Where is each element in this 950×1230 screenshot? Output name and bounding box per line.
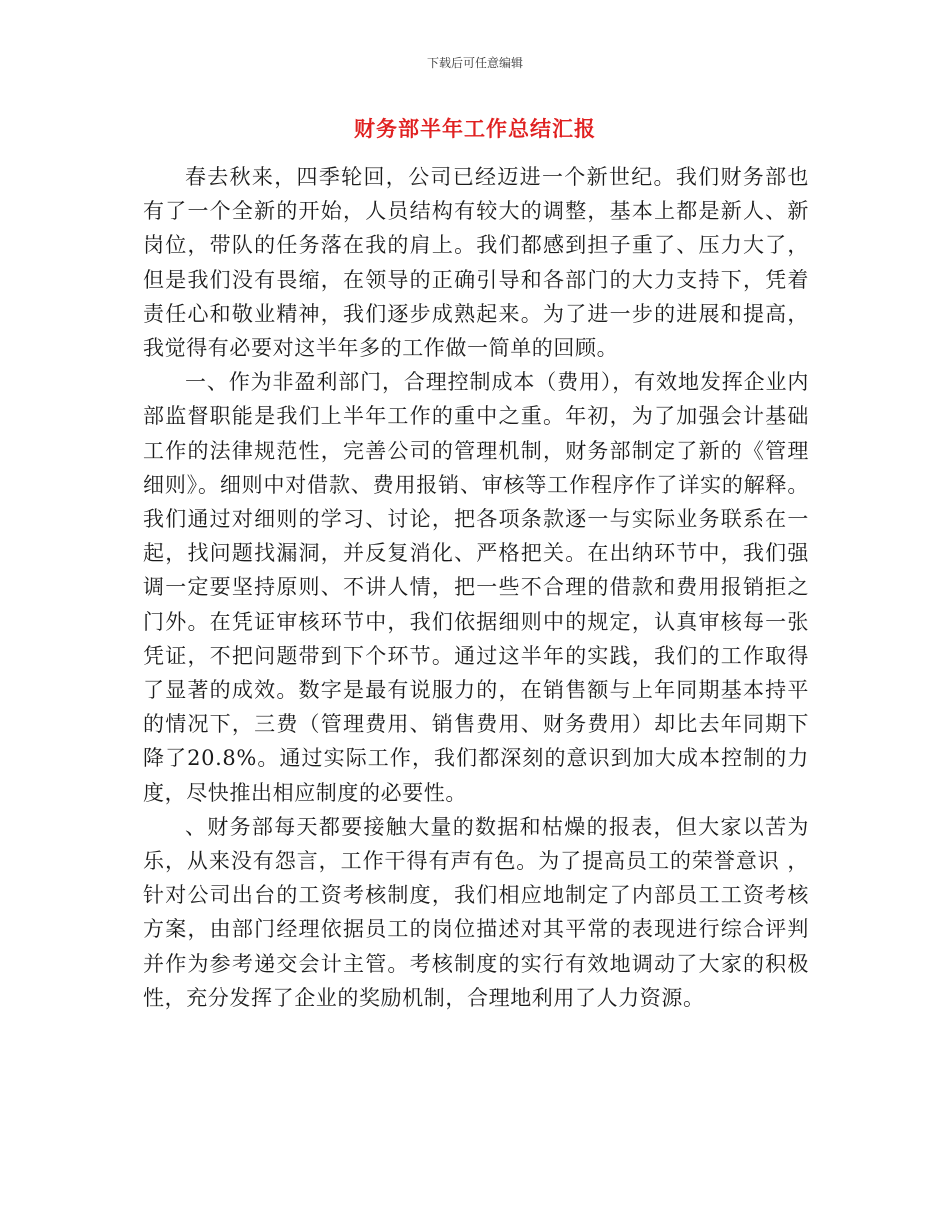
document-body [143, 160, 809, 1015]
paragraph-staff-assessment: 、财务部每天都要接触大量的数据和枯燥的报表，但大家以苦为乐，从来没有怨言，工作干得有声有色。为了提高员工的荣誉意识 ，针对公司出台的工资考核制度，我们相应地制定了内部员工工资考核方案，由部门经理依据员工的岗位描述对其平常的表现进行综合评判并作为参考递交会计主管。考核制度的实行有效地调动了大家的积极性，充分发挥了企业的奖励机制，合理地利用了人力资源。 [143, 814, 809, 1010]
paragraph-cost-control: 一、作为非盈利部门，合理控制成本（费用），有效地发挥企业内部监督职能是我们上半年工作的重中之重。年初，为了加强会计基础工作的法律规范性，完善公司的管理机制，财务部制定了新的《管理细则》。细则中对借款、费用报销、审核等工作程序作了详实的解释。我们通过对细则的学习、讨论，把各项条款逐一与实际业务联系在一起，找问题找漏洞，并反复消化、严格把关。在出纳环节中，我们强调一定要坚持原则、不讲人情，把一些不合理的借款和费用报销拒之门外。在凭证审核环节中，我们依据细则中的规定，认真审核每一张凭证，不把问题带到下个环节。通过这半年的实践，我们的工作取得了显著的成效。数字是最有说服力的，在销售额与上年同期基本持平的情况下，三费（管理费用、销售费用、财务费用）却比去年同期下降了20.8%。通过实际工作，我们都深刻的意识到加大成本控制的力度，尽快推出相应制度的必要性。 [143, 370, 809, 805]
header-note: 下载后可任意编辑 [426, 56, 523, 70]
paragraph-intro: 春去秋来，四季轮回，公司已经迈进一个新世纪。我们财务部也有了一个全新的开始，人员结构有较大的调整，基本上都是新人、新岗位，带队的任务落在我的肩上。我们都感到担子重了、压力大了，但是我们没有畏缩，在领导的正确引导和各部门的大力支持下，凭着责任心和敬业精神，我们逐步成熟起来。为了进一步的进展和提高，我觉得有必要对这半年多的工作做一简单的回顾。 [143, 165, 809, 361]
document-title: 财务部半年工作总结汇报 [354, 117, 596, 141]
